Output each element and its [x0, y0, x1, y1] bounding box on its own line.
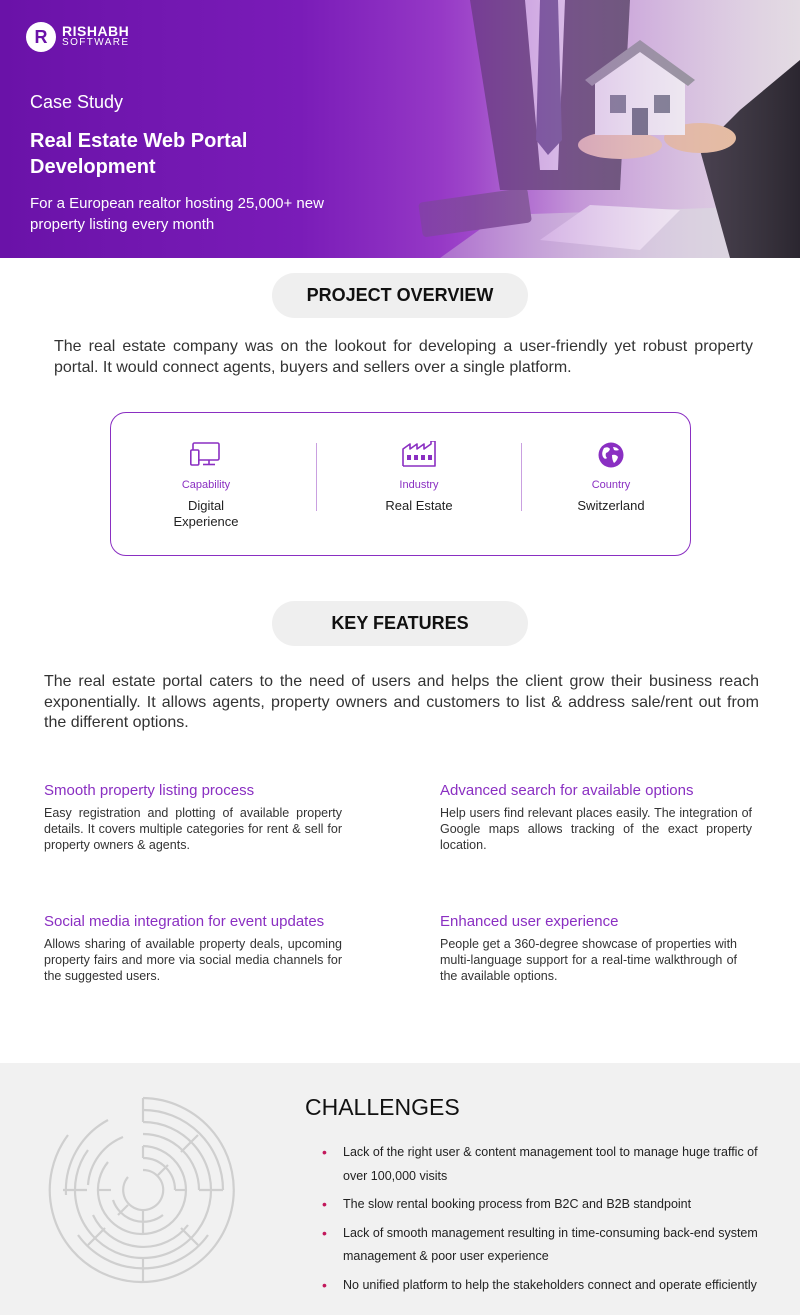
info-country [516, 441, 706, 514]
challenges-list [322, 1141, 777, 1302]
hero-title: Real Estate Web Portal Development [30, 130, 248, 178]
info-industry [324, 441, 514, 514]
info-capability-value: Digital Experience [173, 498, 239, 529]
info-country-label: Country [591, 479, 631, 491]
logo-line-1: RISHABH [62, 23, 130, 39]
info-capability [111, 441, 301, 530]
key-features-heading: KEY FEATURES [272, 601, 528, 646]
info-industry-value: Real Estate [385, 498, 453, 513]
list-item: • No unified platform to help the stakeholders connect and operate efficiently [322, 1274, 777, 1298]
info-industry-label: Industry [399, 479, 439, 491]
feature-text: Easy registration and plotting of available property details. It covers multiple categories for rent & sell for property owners & agents. [44, 806, 342, 852]
list-item: • The slow rental booking process from B2C and B2B standpoint [322, 1193, 777, 1217]
factory-icon [324, 441, 514, 471]
maze-illustration [48, 1095, 238, 1285]
challenges-section [0, 1063, 800, 1315]
feature-item [440, 782, 753, 853]
feature-text: Help users find relevant places easily. The integration of Google maps allows tracking of the exact property location. [440, 806, 752, 852]
hero-subtitle: For a European realtor hosting 25,000+ new property listing every month [30, 195, 324, 233]
feature-title: Social media integration for event updates [44, 913, 325, 930]
hero-kicker: Case Study [30, 92, 124, 112]
feature-text: Allows sharing of available property deals, upcoming property fairs and more via social media channels for the suggested users. [44, 937, 342, 983]
feature-text: People get a 360-degree showcase of properties with multi-language support for a real-time walkthrough of the available options. [440, 937, 737, 983]
rishabh-logo[interactable] [26, 22, 130, 52]
logo-line-2: SOFTWARE [62, 37, 130, 48]
project-overview-text: The real estate company was on the lookout for developing a user-friendly yet robust property portal. It would connect agents, buyers and sellers over a single platform. [54, 338, 753, 376]
list-item: • Lack of the right user & content management tool to manage huge traffic of over 100,000 visits [322, 1141, 777, 1188]
challenges-heading: CHALLENGES [305, 1094, 460, 1120]
hero-banner [0, 0, 800, 258]
info-country-value: Switzerland [577, 498, 645, 513]
feature-item [440, 913, 753, 984]
project-overview-heading: PROJECT OVERVIEW [272, 273, 528, 318]
feature-title: Enhanced user experience [440, 913, 619, 930]
devices-icon [111, 441, 301, 471]
logo-wordmark [62, 23, 130, 48]
key-features-intro: The real estate portal caters to the need of users and helps the client grow their business reach exponentially. It allows agents, property owners and customers to list & address sale/rent out from the different options. [44, 673, 759, 731]
project-info-box [110, 412, 691, 556]
feature-item [44, 782, 357, 853]
feature-title: Smooth property listing process [44, 782, 255, 799]
feature-item [44, 913, 357, 984]
globe-icon [516, 441, 706, 471]
info-capability-label: Capability [181, 479, 231, 491]
logo-mark: R [26, 22, 56, 52]
feature-title: Advanced search for available options [440, 782, 694, 799]
hero-house-handover-image [300, 0, 800, 258]
info-divider [316, 443, 317, 511]
list-item: • Lack of smooth management resulting in time-consuming back-end system management & poor user experience [322, 1222, 777, 1269]
